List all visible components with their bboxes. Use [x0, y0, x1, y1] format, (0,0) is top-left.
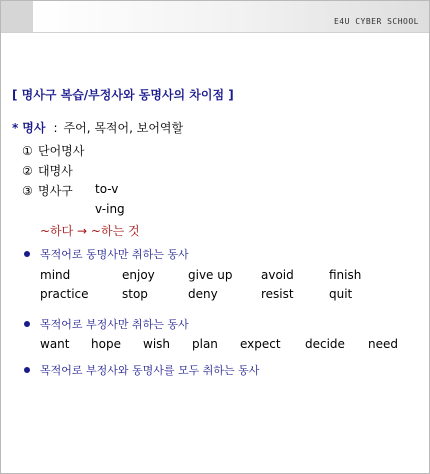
header-block: [1, 1, 33, 32]
transform-note: ~하다 → ~하는 것: [40, 224, 140, 238]
verb-word: enjoy: [122, 268, 155, 282]
type-item: [22, 142, 84, 159]
noun-label: 명사: [22, 121, 46, 135]
bullet-icon: [24, 251, 30, 257]
verb-word: expect: [240, 337, 281, 351]
type-label: 명사구: [38, 184, 73, 198]
section-heading-gerund: 목적어로 동명사만 취하는 동사: [40, 248, 189, 261]
verb-word: want: [40, 337, 70, 351]
noun-definition: [12, 119, 183, 136]
type-item: [22, 182, 73, 199]
type-label: 대명사: [38, 164, 73, 178]
verb-word: hope: [91, 337, 121, 351]
noun-roles: 주어, 목적어, 보어역할: [63, 121, 184, 135]
verb-word: plan: [192, 337, 218, 351]
bullet-icon: [24, 367, 30, 373]
type-number: ③: [22, 184, 33, 198]
section-heading-infinitive: 목적어로 부정사만 취하는 동사: [40, 318, 189, 331]
verb-word: deny: [188, 287, 218, 301]
type-item: [22, 162, 73, 179]
bullet-icon: [24, 321, 30, 327]
type-label: 단어명사: [38, 144, 85, 158]
verb-word: quit: [329, 287, 353, 301]
header-divider: [1, 32, 429, 33]
verb-word: give up: [188, 268, 233, 282]
verb-word: mind: [40, 268, 71, 282]
verb-word: wish: [143, 337, 171, 351]
phrase-form-to-v: to-v: [95, 182, 119, 196]
type-number: ②: [22, 164, 33, 178]
phrase-form-v-ing: v-ing: [95, 202, 125, 216]
verb-word: decide: [305, 337, 345, 351]
brand-label: E4U CYBER SCHOOL: [333, 17, 419, 26]
star-marker: *: [12, 121, 19, 135]
type-number: ①: [22, 144, 33, 158]
noun-separator: :: [53, 121, 58, 135]
verb-word: resist: [261, 287, 294, 301]
verb-word: need: [368, 337, 398, 351]
header-bar: [1, 1, 429, 32]
verb-word: finish: [329, 268, 362, 282]
verb-word: stop: [122, 287, 148, 301]
verb-word: practice: [40, 287, 89, 301]
slide-title: [ 명사구 복습/부정사와 동명사의 차이점 ]: [12, 88, 234, 102]
verb-word: avoid: [261, 268, 294, 282]
section-heading-both: 목적어로 부정사와 동명사를 모두 취하는 동사: [40, 364, 260, 377]
